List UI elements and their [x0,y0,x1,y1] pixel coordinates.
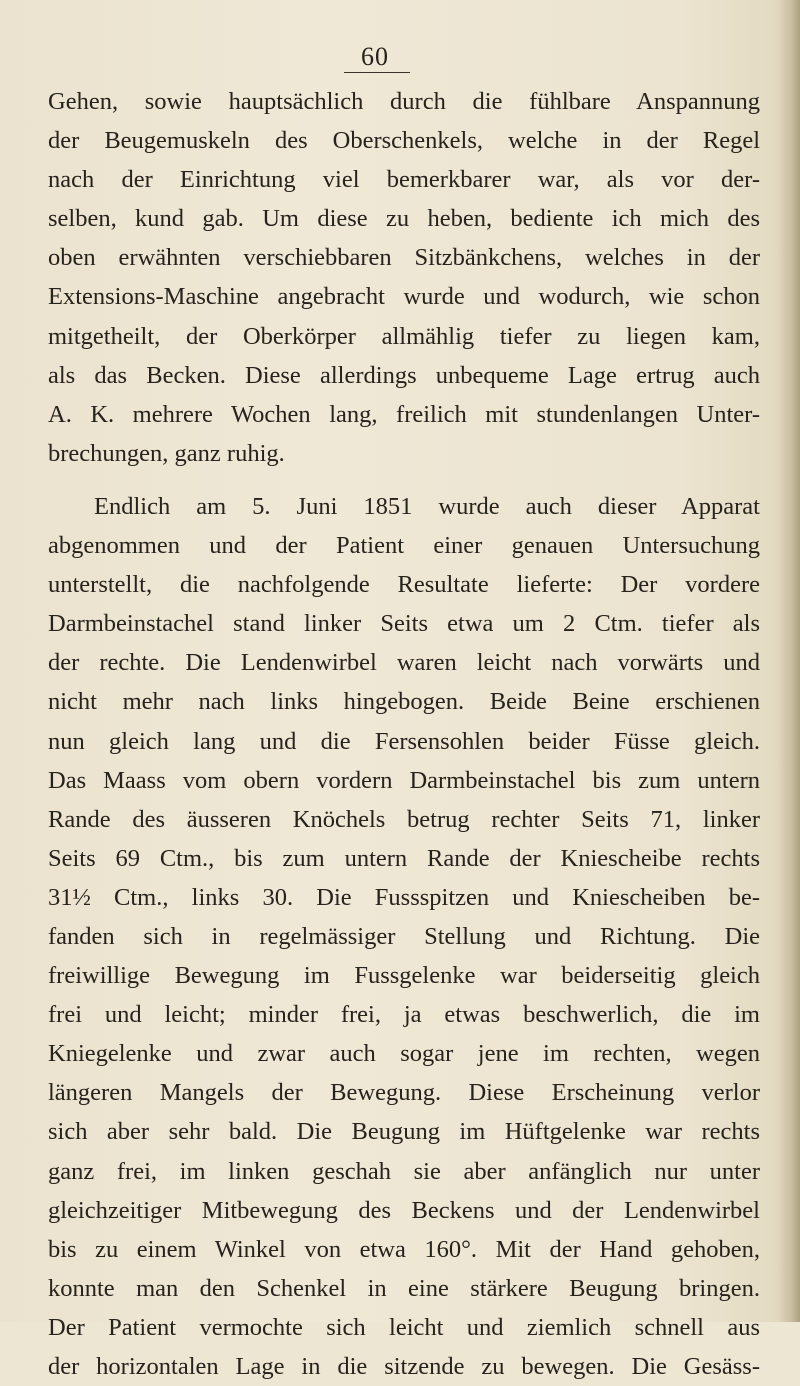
text-line: frei und leicht; minder frei, ja etwas beschwerlich, die im [48,1001,760,1029]
page-number: 60 [361,42,389,71]
text-line: fanden sich in regelmässiger Stellung und Richtung. Die [48,922,760,950]
paragraph-2 [48,487,760,1386]
text-line: nach der Einrichtung viel bemerkbarer war, als vor der- [48,166,760,194]
page-edge-shadow [778,0,800,1322]
text-line: ganz frei, im linken geschah sie aber anfänglich nur unter [48,1157,760,1185]
text-line: nun gleich lang und die Fersensohlen beider Füsse gleich. [48,727,760,755]
text-line: der rechte. Die Lendenwirbel waren leicht nach vorwärts und [48,649,760,677]
text-line: sich aber sehr bald. Die Beugung im Hüftgelenke war rechts [48,1118,760,1146]
page-number-rule [344,72,410,73]
text-line: abgenommen und der Patient einer genauen Untersuchung [48,532,760,560]
text-line: unterstellt, die nachfolgende Resultate lieferte: Der vordere [48,571,760,599]
text-line: Der Patient vermochte sich leicht und ziemlich schnell aus [48,1313,760,1341]
text-line: A. K. mehrere Wochen lang, freilich mit stundenlangen Unter- [48,400,760,428]
text-line: längeren Mangels der Bewegung. Diese Erscheinung verlor [48,1079,760,1107]
text-line: Darmbeinstachel stand linker Seits etwa um 2 Ctm. tiefer als [48,610,760,638]
text-line: nicht mehr nach links hingebogen. Beide Beine erschienen [48,688,760,716]
body-text [48,82,760,1386]
text-line: 31½ Ctm., links 30. Die Fussspitzen und Kniescheiben be- [48,883,760,911]
text-line: Kniegelenke und zwar auch sogar jene im rechten, wegen [48,1040,760,1068]
paragraph-gap [48,473,760,487]
text-line: freiwillige Bewegung im Fussgelenke war beiderseitig gleich [48,962,760,990]
paragraph-1 [48,82,760,473]
text-line: Gehen, sowie hauptsächlich durch die fühlbare Anspannung [48,88,760,115]
text-line: mitgetheilt, der Oberkörper allmählig tiefer zu liegen kam, [48,322,760,350]
text-line: als das Becken. Diese allerdings unbequeme Lage ertrug auch [48,361,760,389]
text-line: Das Maass vom obern vordern Darmbeinstachel bis zum untern [48,766,760,794]
text-line: Rande des äusseren Knöchels betrug rechter Seits 71, linker [48,805,760,833]
text-line: brechungen, ganz ruhig. [48,439,285,467]
text-line: bis zu einem Winkel von etwa 160°. Mit der Hand gehoben, [48,1235,760,1263]
text-line: selben, kund gab. Um diese zu heben, bediente ich mich des [48,205,760,233]
text-line: der Beugemuskeln des Oberschenkels, welche in der Regel [48,127,760,155]
text-line: gleichzeitiger Mitbewegung des Beckens und der Lendenwirbel [48,1196,760,1224]
text-line: konnte man den Schenkel in eine stärkere Beugung bringen. [48,1274,760,1302]
text-line: Extensions-Maschine angebracht wurde und wodurch, wie schon [48,283,760,311]
text-line: Seits 69 Ctm., bis zum untern Rande der Kniescheibe rechts [48,844,760,872]
text-line: Endlich am 5. Juni 1851 wurde auch dieser Apparat [94,492,760,520]
text-line: der horizontalen Lage in die sitzende zu bewegen. Die Gesäss- [48,1353,760,1380]
text-line: oben erwähnten verschiebbaren Sitzbänkchens, welches in der [48,244,760,272]
